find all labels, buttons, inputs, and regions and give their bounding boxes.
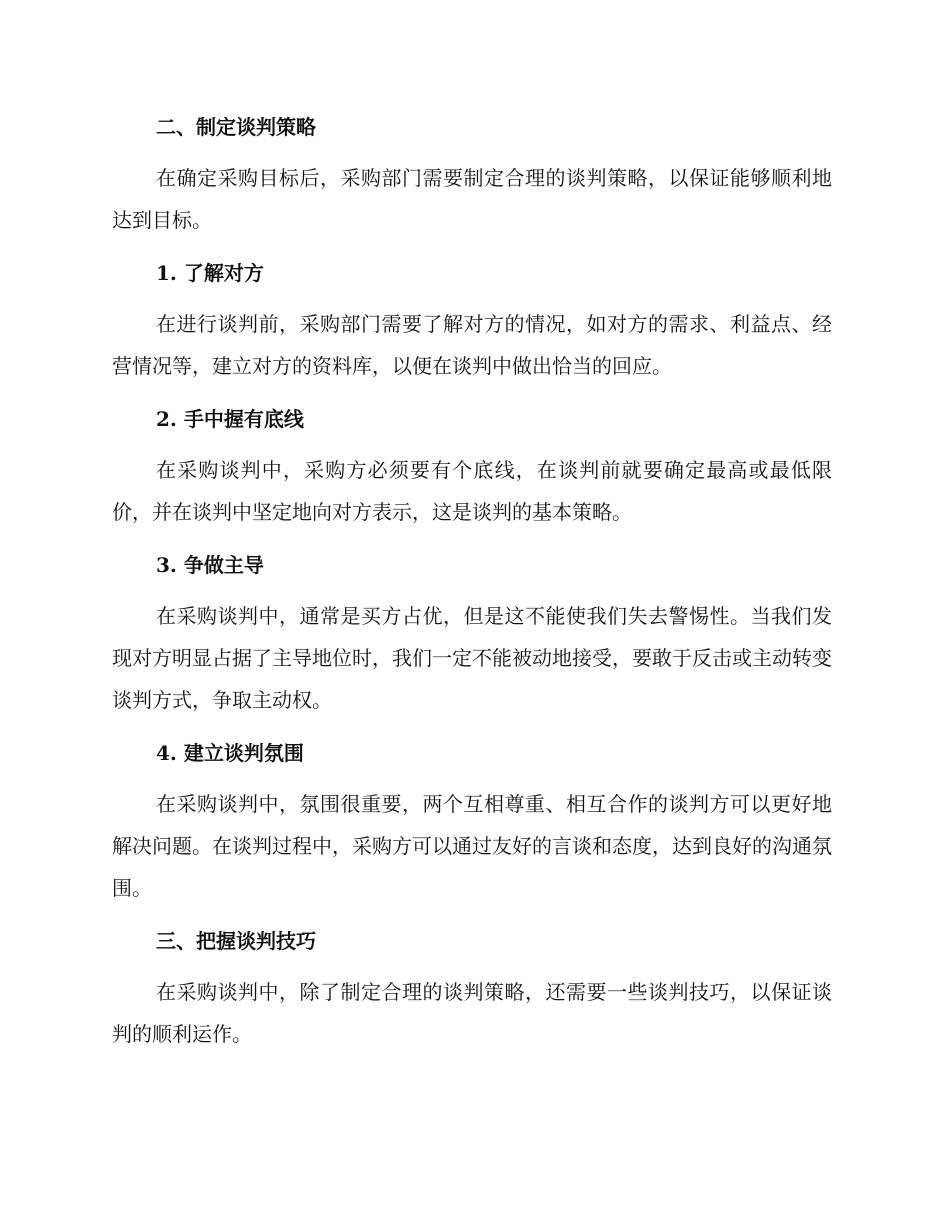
document-page xyxy=(112,105,832,1055)
paragraph: 在采购谈判中，通常是买方占优，但是这不能使我们失去警惕性。当我们发现对方明显占据了主导地位时，我们一定不能被动地接受，要敢于反击或主动转变谈判方式，争取主动权。 xyxy=(112,604,832,712)
paragraph: 在采购谈判中，氛围很重要，两个互相尊重、相互合作的谈判方可以更好地解决问题。在谈判过程中，采购方可以通过友好的言谈和态度，达到良好的沟通氛围。 xyxy=(112,792,832,900)
paragraph: 在确定采购目标后，采购部门需要制定合理的谈判策略，以保证能够顺利地达到目标。 xyxy=(112,166,832,232)
paragraph: 在进行谈判前，采购部门需要了解对方的情况，如对方的需求、利益点、经营情况等，建立对方的资料库，以便在谈判中做出恰当的回应。 xyxy=(112,312,832,378)
subheading-3: 3. 争做主导 xyxy=(156,553,264,577)
section-heading-2: 二、制定谈判策略 xyxy=(156,115,316,139)
paragraph: 在采购谈判中，采购方必须要有个底线，在谈判前就要确定最高或最低限价，并在谈判中坚定地向对方表示，这是谈判的基本策略。 xyxy=(112,458,832,524)
section-heading-3: 三、把握谈判技巧 xyxy=(156,929,316,953)
subheading-2: 2. 手中握有底线 xyxy=(156,407,304,431)
paragraph: 在采购谈判中，除了制定合理的谈判策略，还需要一些谈判技巧，以保证谈判的顺利运作。 xyxy=(112,980,832,1046)
subheading-4: 4. 建立谈判氛围 xyxy=(156,741,304,765)
subheading-1: 1. 了解对方 xyxy=(156,261,264,285)
